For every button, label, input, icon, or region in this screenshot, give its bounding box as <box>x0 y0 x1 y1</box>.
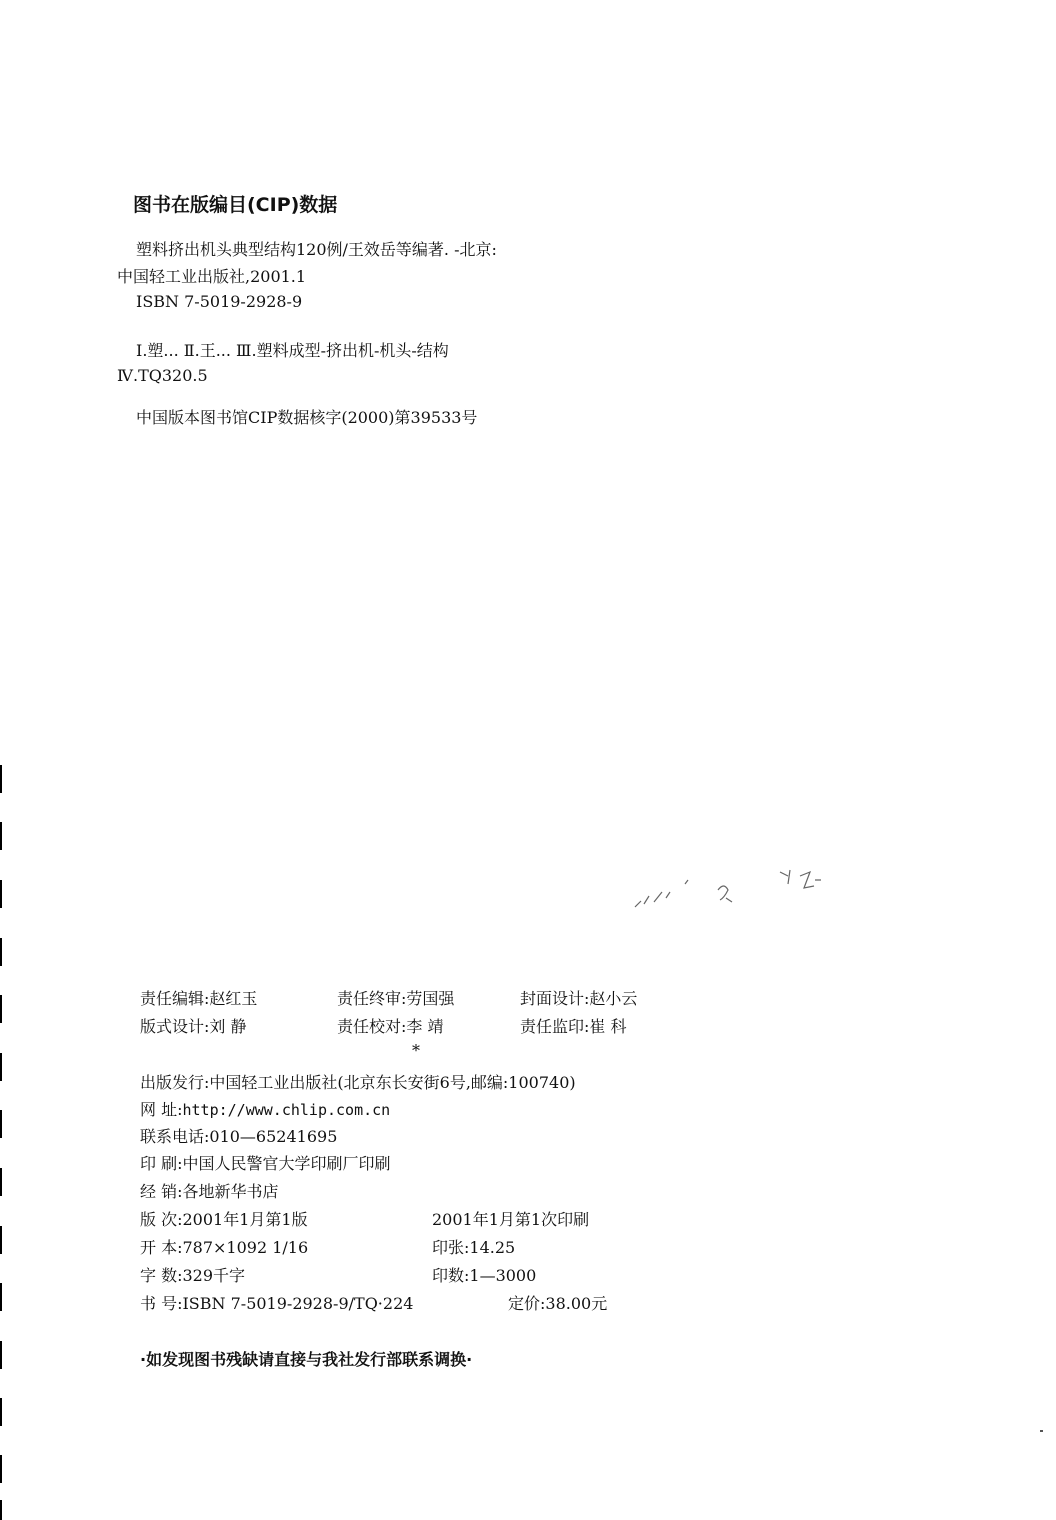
sheets-value: 印张:14.25 <box>432 1238 516 1257</box>
credit-final-review: 责任终审:劳国强 <box>337 989 455 1008</box>
printing-value: 2001年1月第1次印刷 <box>432 1210 590 1229</box>
cip-line-classification: Ⅳ.TQ320.5 <box>117 366 208 385</box>
printer-value: 中国人民警官大学印刷厂印刷 <box>182 1154 391 1173</box>
credit-layout-design: 版式设计:刘 静 <box>140 1017 247 1036</box>
handwritten-smudge <box>630 862 840 922</box>
format-label: 开 本: <box>140 1238 183 1257</box>
credit-editor: 责任编辑:赵红玉 <box>140 989 258 1008</box>
credit-print-supervisor: 责任监印:崔 科 <box>520 1017 627 1036</box>
cip-line-subjects: Ⅰ.塑... Ⅱ.王... Ⅲ.塑料成型-挤出机-机头-结构 <box>136 341 449 360</box>
website-label: 网 址: <box>140 1100 183 1119</box>
credit-proofreader: 责任校对:李 靖 <box>337 1017 444 1036</box>
word-count-row <box>140 1263 245 1286</box>
word-count-value: 329千字 <box>182 1266 246 1285</box>
edition-value: 2001年1月第1版 <box>182 1210 308 1229</box>
cip-title: 图书在版编目(CIP)数据 <box>133 194 338 216</box>
distributor-row <box>140 1179 279 1202</box>
isbn-value: ISBN 7-5019-2928-9/TQ·224 <box>182 1294 414 1313</box>
separator-star: * <box>412 1041 420 1060</box>
printer-row <box>140 1151 391 1174</box>
website-url[interactable]: http://www.chlip.com.cn <box>182 1101 391 1119</box>
cip-line-publisher: 中国轻工业出版社,2001.1 <box>117 267 307 286</box>
cip-line-record-number: 中国版本图书馆CIP数据核字(2000)第39533号 <box>136 408 478 427</box>
format-row <box>140 1235 308 1258</box>
print-run-value: 印数:1—3000 <box>432 1266 537 1285</box>
isbn-row <box>140 1291 413 1314</box>
distributor-value: 各地新华书店 <box>182 1182 279 1201</box>
format-value: 787×1092 1/16 <box>182 1238 309 1257</box>
printer-label: 印 刷: <box>140 1154 183 1173</box>
publisher-line: 出版发行:中国轻工业出版社(北京东长安街6号,邮编:100740) <box>140 1073 576 1092</box>
word-count-label: 字 数: <box>140 1266 183 1285</box>
replacement-notice: ·如发现图书残缺请直接与我社发行部联系调换· <box>140 1350 473 1369</box>
website-row <box>140 1097 390 1120</box>
cip-line-isbn: ISBN 7-5019-2928-9 <box>136 292 303 311</box>
isbn-label: 书 号: <box>140 1294 183 1313</box>
edition-label: 版 次: <box>140 1210 183 1229</box>
cip-line-title: 塑料挤出机头典型结构120例/王效岳等编著. -北京: <box>136 240 497 259</box>
distributor-label: 经 销: <box>140 1182 183 1201</box>
edition-row <box>140 1207 308 1230</box>
scan-speck <box>1040 1430 1043 1432</box>
price-value: 定价:38.00元 <box>508 1294 608 1313</box>
phone-line: 联系电话:010—65241695 <box>140 1127 338 1146</box>
credit-cover-design: 封面设计:赵小云 <box>520 989 638 1008</box>
